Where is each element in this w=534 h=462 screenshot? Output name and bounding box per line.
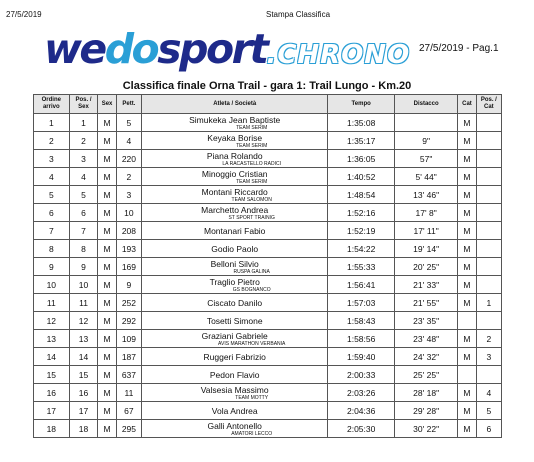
cell-athlete: [142, 132, 328, 150]
table-row: [34, 132, 502, 150]
cell-pos-cat: [476, 276, 501, 294]
cell-cat: M: [458, 258, 476, 276]
cell-tempo: 1:54:22: [328, 240, 395, 258]
table-row: [34, 114, 502, 132]
cell-athlete: [142, 222, 328, 240]
cell-sex: M: [98, 150, 116, 168]
cell-pos-sex: 14: [69, 348, 98, 366]
cell-pos-sex: 1: [69, 114, 98, 132]
cell-ordine: 11: [34, 294, 70, 312]
table-row: [34, 348, 502, 366]
cell-cat: M: [458, 114, 476, 132]
athlete-name: Belloni Silvio: [210, 259, 259, 269]
athlete-name: Pedon Flavio: [209, 370, 260, 380]
cell-athlete: [142, 384, 328, 402]
athlete-name: Ciscato Danilo: [207, 298, 263, 308]
cell-ordine: 10: [34, 276, 70, 294]
cell-cat: M: [458, 402, 476, 420]
athlete-club: RUSPA GALINA: [233, 269, 270, 275]
table-row: [34, 384, 502, 402]
athlete-name: Galli Antonello: [207, 421, 262, 431]
athlete-name: Minoggio Cristian: [201, 169, 268, 179]
cell-distacco: 25' 25": [395, 366, 458, 384]
cell-distacco: 29' 28": [395, 402, 458, 420]
cell-sex: M: [98, 132, 116, 150]
cell-pos-sex: 5: [69, 186, 98, 204]
cell-sex: M: [98, 276, 116, 294]
cell-distacco: 9": [395, 132, 458, 150]
cell-pos-cat: [476, 312, 501, 330]
cell-ordine: 8: [34, 240, 70, 258]
cell-pett: 67: [116, 402, 141, 420]
cell-pett: 9: [116, 276, 141, 294]
cell-athlete: [142, 366, 328, 384]
table-row: [34, 294, 502, 312]
cell-ordine: 17: [34, 402, 70, 420]
cell-cat: M: [458, 348, 476, 366]
athlete-name: Graziani Gabriele: [201, 331, 268, 341]
cell-pett: 5: [116, 114, 141, 132]
col-header-cat: Cat: [458, 95, 476, 114]
cell-distacco: 17' 11": [395, 222, 458, 240]
cell-cat: M: [458, 294, 476, 312]
print-title: Stampa Classifica: [266, 10, 331, 19]
cell-tempo: 1:52:16: [328, 204, 395, 222]
cell-distacco: 17' 8": [395, 204, 458, 222]
cell-pos-sex: 7: [69, 222, 98, 240]
cell-athlete: [142, 402, 328, 420]
cell-ordine: 5: [34, 186, 70, 204]
cell-athlete: [142, 276, 328, 294]
cell-pos-sex: 8: [69, 240, 98, 258]
cell-distacco: 20' 25": [395, 258, 458, 276]
cell-cat: M: [458, 168, 476, 186]
table-row: [34, 330, 502, 348]
cell-pos-sex: 10: [69, 276, 98, 294]
cell-sex: M: [98, 258, 116, 276]
cell-ordine: 1: [34, 114, 70, 132]
cell-cat: [458, 366, 476, 384]
cell-sex: M: [98, 186, 116, 204]
table-row: [34, 276, 502, 294]
cell-athlete: [142, 348, 328, 366]
cell-tempo: 2:03:26: [328, 384, 395, 402]
cell-tempo: 1:58:43: [328, 312, 395, 330]
cell-pett: 4: [116, 132, 141, 150]
cell-sex: M: [98, 204, 116, 222]
cell-pos-sex: 4: [69, 168, 98, 186]
athlete-name: Traglio Pietro: [209, 277, 260, 287]
cell-pos-cat: [476, 204, 501, 222]
cell-pett: 252: [116, 294, 141, 312]
cell-tempo: 2:04:36: [328, 402, 395, 420]
athlete-name: Marchetto Andrea: [201, 205, 269, 215]
athlete-club: TEAM SERIM: [236, 125, 268, 131]
table-row: [34, 420, 502, 438]
cell-pos-cat: [476, 150, 501, 168]
cell-sex: M: [98, 240, 116, 258]
page-date-number: 27/5/2019 - Pag.1: [419, 43, 499, 54]
cell-cat: M: [458, 150, 476, 168]
cell-pos-cat: [476, 222, 501, 240]
cell-sex: M: [98, 114, 116, 132]
col-header-pos-cat: Pos. / Cat: [476, 95, 501, 114]
athlete-club: GS BOGNANCO: [232, 287, 271, 293]
cell-distacco: 5' 44": [395, 168, 458, 186]
cell-pos-sex: 15: [69, 366, 98, 384]
athlete-club: AMATORI LECCO: [231, 431, 273, 437]
athlete-name: Valsesia Massimo: [200, 385, 269, 395]
cell-pett: 11: [116, 384, 141, 402]
cell-pos-cat: [476, 168, 501, 186]
cell-distacco: 24' 32": [395, 348, 458, 366]
cell-pos-sex: 12: [69, 312, 98, 330]
cell-athlete: [142, 186, 328, 204]
cell-pos-cat: [476, 240, 501, 258]
cell-distacco: 21' 55": [395, 294, 458, 312]
cell-cat: M: [458, 240, 476, 258]
cell-cat: M: [458, 330, 476, 348]
cell-pos-sex: 3: [69, 150, 98, 168]
athlete-club: TEAM SALOMON: [231, 197, 272, 203]
cell-distacco: 23' 35": [395, 312, 458, 330]
cell-athlete: [142, 114, 328, 132]
cell-ordine: 2: [34, 132, 70, 150]
cell-tempo: 1:56:41: [328, 276, 395, 294]
cell-cat: M: [458, 204, 476, 222]
table-row: [34, 312, 502, 330]
athlete-name: Montanari Fabio: [203, 226, 266, 236]
cell-pos-cat: [476, 366, 501, 384]
cell-pos-sex: 2: [69, 132, 98, 150]
cell-cat: M: [458, 222, 476, 240]
cell-ordine: 15: [34, 366, 70, 384]
cell-athlete: [142, 240, 328, 258]
cell-athlete: [142, 312, 328, 330]
table-row: [34, 240, 502, 258]
cell-tempo: 2:05:30: [328, 420, 395, 438]
cell-distacco: 21' 33": [395, 276, 458, 294]
col-header-sex: Sex: [98, 95, 116, 114]
cell-pos-cat: 4: [476, 384, 501, 402]
cell-pett: 220: [116, 150, 141, 168]
athlete-name: Godio Paolo: [211, 244, 259, 254]
cell-pett: 109: [116, 330, 141, 348]
cell-sex: M: [98, 384, 116, 402]
cell-tempo: 1:59:40: [328, 348, 395, 366]
athlete-club: TEAM SERIM: [236, 143, 268, 149]
cell-athlete: [142, 294, 328, 312]
cell-distacco: [395, 114, 458, 132]
athlete-club: TEAM MOTTY: [235, 395, 269, 401]
cell-athlete: [142, 420, 328, 438]
cell-cat: M: [458, 132, 476, 150]
table-row: [34, 168, 502, 186]
cell-distacco: 28' 18": [395, 384, 458, 402]
cell-tempo: 1:52:19: [328, 222, 395, 240]
cell-cat: M: [458, 384, 476, 402]
col-header-distacco: Distacco: [395, 95, 458, 114]
cell-athlete: [142, 258, 328, 276]
table-row: [34, 402, 502, 420]
cell-pos-sex: 13: [69, 330, 98, 348]
cell-ordine: 3: [34, 150, 70, 168]
cell-pett: 2: [116, 168, 141, 186]
table-row: [34, 150, 502, 168]
athlete-club: ST SPORT TRAINIG: [228, 215, 275, 221]
cell-distacco: 30' 22": [395, 420, 458, 438]
col-header-atleta: Atleta / Società: [142, 95, 328, 114]
cell-pos-cat: [476, 186, 501, 204]
cell-pett: 193: [116, 240, 141, 258]
cell-pett: 10: [116, 204, 141, 222]
print-date: 27/5/2019: [6, 10, 42, 19]
cell-tempo: 1:57:03: [328, 294, 395, 312]
cell-ordine: 9: [34, 258, 70, 276]
cell-sex: M: [98, 366, 116, 384]
col-header-ordine: Ordine arrivo: [34, 95, 70, 114]
cell-tempo: 1:35:08: [328, 114, 395, 132]
cell-tempo: 1:35:17: [328, 132, 395, 150]
cell-athlete: [142, 330, 328, 348]
cell-pos-cat: 3: [476, 348, 501, 366]
col-header-pos-sex: Pos. / Sex: [69, 95, 98, 114]
col-header-tempo: Tempo: [328, 95, 395, 114]
cell-sex: M: [98, 222, 116, 240]
table-row: [34, 258, 502, 276]
page-title: Classifica finale Orna Trail - gara 1: Trail Lungo - Km.20: [122, 80, 412, 92]
cell-cat: M: [458, 186, 476, 204]
cell-tempo: 1:55:33: [328, 258, 395, 276]
cell-cat: M: [458, 420, 476, 438]
cell-pos-cat: 2: [476, 330, 501, 348]
cell-distacco: 19' 14": [395, 240, 458, 258]
athlete-name: Tosetti Simone: [206, 316, 263, 326]
cell-ordine: 12: [34, 312, 70, 330]
cell-pos-sex: 17: [69, 402, 98, 420]
cell-tempo: 1:40:52: [328, 168, 395, 186]
table-row: [34, 204, 502, 222]
athlete-club: TEAM SERIM: [236, 179, 268, 185]
cell-distacco: 57": [395, 150, 458, 168]
col-header-pett: Pett.: [116, 95, 141, 114]
cell-athlete: [142, 168, 328, 186]
cell-tempo: 2:00:33: [328, 366, 395, 384]
athlete-club: AVIS MARATHON VERBANIA: [218, 341, 286, 347]
cell-tempo: 1:36:05: [328, 150, 395, 168]
cell-pos-sex: 9: [69, 258, 98, 276]
cell-cat: [458, 312, 476, 330]
wedosport-chrono-logo: wedosport.CHRONO: [44, 25, 411, 73]
table-row: [34, 186, 502, 204]
cell-pos-cat: 1: [476, 294, 501, 312]
results-table: [33, 94, 502, 438]
athlete-name: Montani Riccardo: [201, 187, 268, 197]
cell-pos-cat: [476, 258, 501, 276]
cell-pos-sex: 6: [69, 204, 98, 222]
athlete-name: Ruggeri Fabrizio: [203, 352, 266, 362]
cell-pos-cat: 6: [476, 420, 501, 438]
athlete-name: Simukeka Jean Baptiste: [189, 115, 281, 125]
cell-pett: 295: [116, 420, 141, 438]
cell-cat: M: [458, 276, 476, 294]
cell-distacco: 13' 46": [395, 186, 458, 204]
cell-sex: M: [98, 402, 116, 420]
cell-ordine: 4: [34, 168, 70, 186]
cell-pett: 208: [116, 222, 141, 240]
cell-ordine: 18: [34, 420, 70, 438]
cell-pett: 187: [116, 348, 141, 366]
cell-pos-cat: [476, 114, 501, 132]
cell-sex: M: [98, 348, 116, 366]
table-row: [34, 366, 502, 384]
table-header-row: [34, 95, 502, 114]
cell-pett: 3: [116, 186, 141, 204]
cell-tempo: 1:48:54: [328, 186, 395, 204]
athlete-name: Keyaka Borise: [207, 133, 263, 143]
cell-athlete: [142, 204, 328, 222]
cell-sex: M: [98, 420, 116, 438]
cell-sex: M: [98, 312, 116, 330]
cell-ordine: 6: [34, 204, 70, 222]
cell-ordine: 16: [34, 384, 70, 402]
cell-pos-sex: 18: [69, 420, 98, 438]
cell-pett: 169: [116, 258, 141, 276]
cell-ordine: 14: [34, 348, 70, 366]
athlete-name: Vola Andrea: [211, 406, 258, 416]
cell-athlete: [142, 150, 328, 168]
cell-ordine: 7: [34, 222, 70, 240]
athlete-name: Piana Rolando: [206, 151, 263, 161]
cell-ordine: 13: [34, 330, 70, 348]
cell-pos-sex: 16: [69, 384, 98, 402]
cell-pett: 292: [116, 312, 141, 330]
cell-sex: M: [98, 168, 116, 186]
cell-pos-sex: 11: [69, 294, 98, 312]
cell-pos-cat: 5: [476, 402, 501, 420]
cell-pos-cat: [476, 132, 501, 150]
cell-sex: M: [98, 330, 116, 348]
table-row: [34, 222, 502, 240]
athlete-club: LA RACASTELLO RADICI: [222, 161, 282, 167]
cell-pett: 637: [116, 366, 141, 384]
cell-tempo: 1:58:56: [328, 330, 395, 348]
cell-sex: M: [98, 294, 116, 312]
cell-distacco: 23' 48": [395, 330, 458, 348]
